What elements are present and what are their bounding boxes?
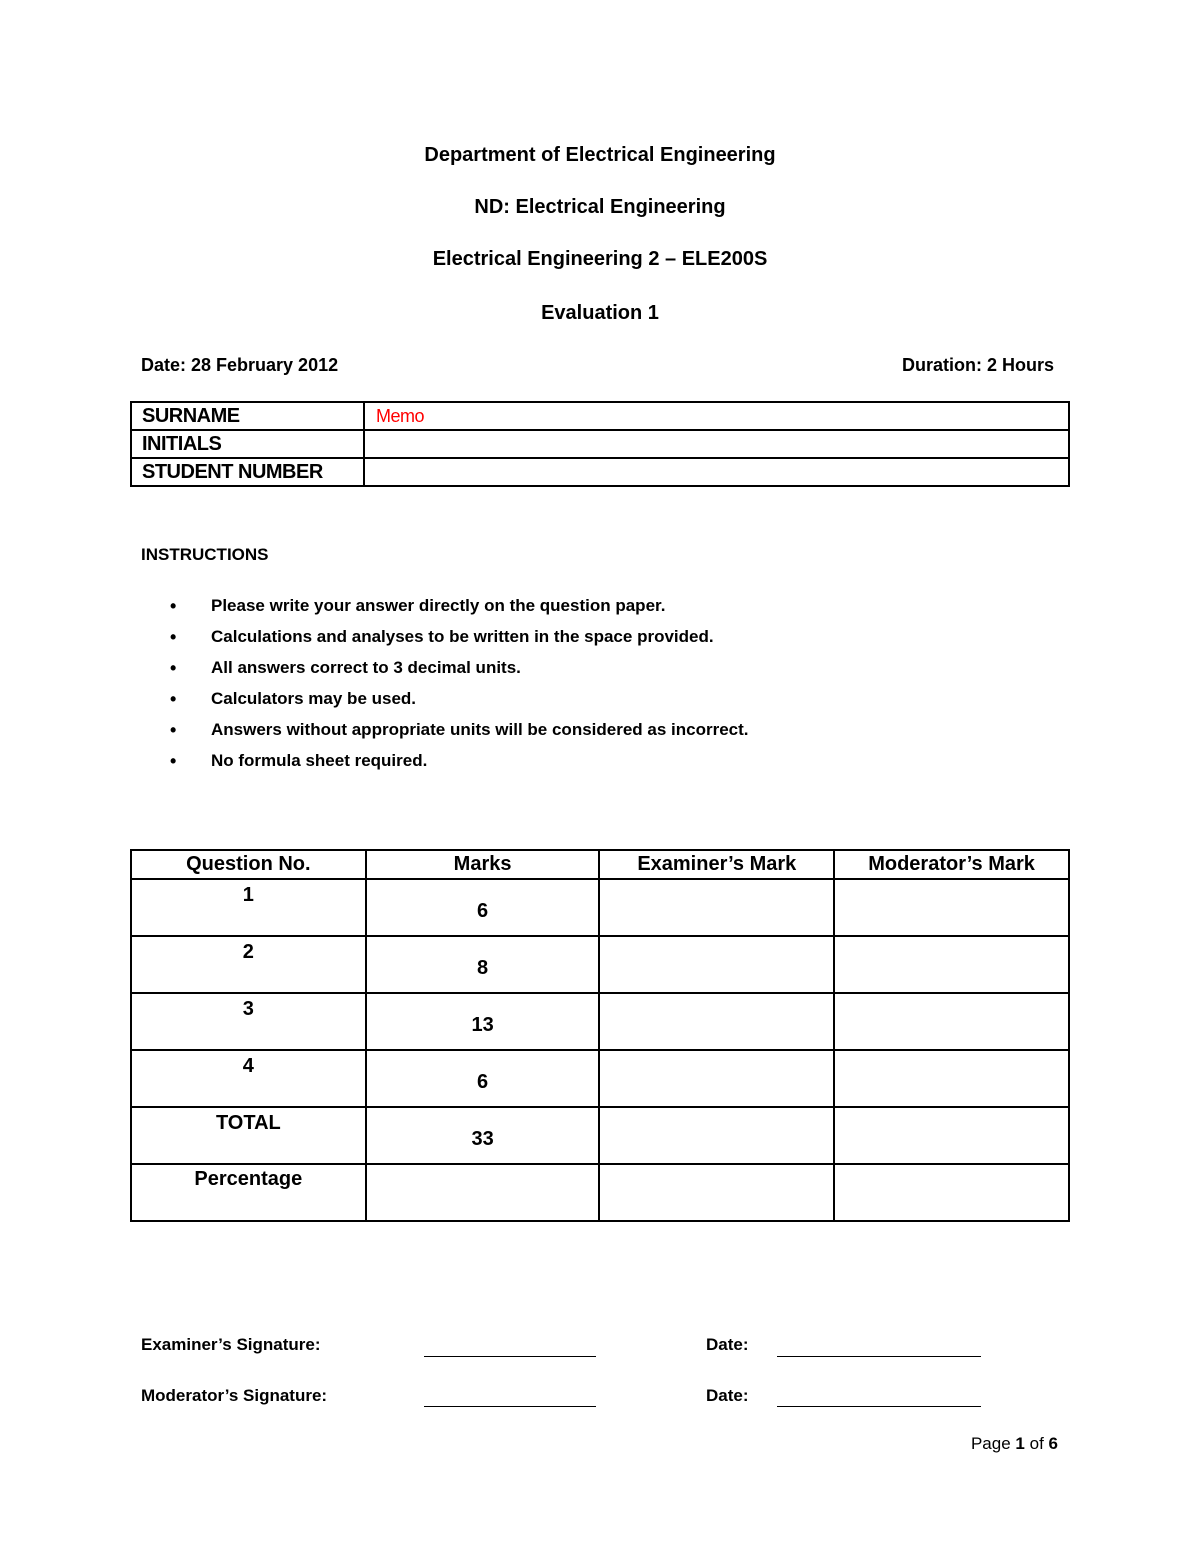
page-total: 6 [1048,1434,1058,1453]
bullet-icon: • [170,658,177,678]
examiner-date-label: Date: [706,1335,749,1354]
marks-cell [366,1050,600,1107]
instruction-text: Please write your answer directly on the question paper. [211,596,666,615]
marks-cell [366,1164,600,1221]
moderator-date-label: Date: [706,1386,749,1405]
examiner-date-line[interactable] [777,1356,981,1357]
examiner-mark-cell[interactable] [599,879,834,936]
student-info-row [131,458,1069,486]
marks-value: 6 [477,1071,489,1093]
moderator-mark-cell[interactable] [834,993,1069,1050]
bullet-icon: • [170,751,177,771]
surname-field[interactable] [364,402,1069,430]
table-row [131,1164,1069,1221]
question-cell [131,1050,366,1107]
list-item [170,654,749,685]
initials-label: INITIALS [131,430,364,458]
examiner-mark-cell[interactable] [599,993,834,1050]
student-number-label: STUDENT NUMBER [131,458,364,486]
examiner-mark-cell[interactable] [599,936,834,993]
marks-value: 13 [471,1014,494,1036]
header-moderators-mark: Moderator’s Mark [834,850,1069,879]
instruction-text: No formula sheet required. [211,751,428,770]
question-cell [131,936,366,993]
page-current: 1 [1015,1434,1025,1453]
examiner-mark-cell[interactable] [599,1107,834,1164]
table-row [131,1050,1069,1107]
examiner-mark-cell[interactable] [599,1164,834,1221]
moderator-mark-cell[interactable] [834,1107,1069,1164]
page-word: Page [970,1434,1011,1453]
question-cell [131,879,366,936]
marks-cell [366,936,600,993]
question-number: 2 [242,941,254,963]
total-label: TOTAL [215,1112,281,1134]
header-examiners-mark: Examiner’s Mark [599,850,834,879]
page-number [971,1434,1058,1454]
student-number-field[interactable] [364,458,1069,486]
instruction-text: Calculations and analyses to be written in the space provided. [211,627,714,646]
surname-value: Memo [376,405,425,426]
percentage-label: Percentage [194,1168,303,1190]
marks-value: 8 [477,957,489,979]
header-question-no: Question No. [131,850,366,879]
marks-table [130,849,1070,1222]
list-item [170,747,749,778]
page-of-word: of [1029,1434,1044,1453]
bullet-icon: • [170,689,177,709]
initials-field[interactable] [364,430,1069,458]
programme-title: ND: Electrical Engineering [474,196,726,218]
course-title: Electrical Engineering 2 – ELE200S [432,248,768,270]
student-info-table [130,401,1070,487]
table-row [131,993,1069,1050]
question-number: 4 [242,1055,254,1077]
department-title: Department of Electrical Engineering [424,144,776,166]
surname-label: SURNAME [131,402,364,430]
bullet-icon: • [170,720,177,740]
moderator-signature-label: Moderator’s Signature: [141,1386,328,1405]
table-row [131,879,1069,936]
percentage-cell [131,1164,366,1221]
bullet-icon: • [170,596,177,616]
instructions-list [170,592,749,778]
instructions-title: INSTRUCTIONS [141,545,269,564]
student-info-row [131,430,1069,458]
total-cell [131,1107,366,1164]
student-info-row [131,402,1069,430]
question-number: 1 [242,884,254,906]
instruction-text: Calculators may be used. [211,689,417,708]
moderator-mark-cell[interactable] [834,1050,1069,1107]
table-row [131,936,1069,993]
bullet-icon: • [170,627,177,647]
marks-cell [366,993,600,1050]
list-item [170,592,749,623]
examiner-signature-line[interactable] [424,1356,596,1357]
moderator-signature-line[interactable] [424,1406,596,1407]
list-item [170,716,749,747]
evaluation-title: Evaluation 1 [541,302,659,324]
exam-duration: Duration: 2 Hours [901,355,1054,375]
instruction-text: All answers correct to 3 decimal units. [211,658,521,677]
moderator-mark-cell[interactable] [834,879,1069,936]
exam-date: Date: 28 February 2012 [141,355,339,375]
examiner-signature-label: Examiner’s Signature: [141,1335,321,1354]
marks-cell [366,879,600,936]
list-item [170,623,749,654]
moderator-mark-cell[interactable] [834,936,1069,993]
header-marks: Marks [366,850,600,879]
total-marks-value: 33 [471,1128,494,1150]
marks-header-row [131,850,1069,879]
examiner-mark-cell[interactable] [599,1050,834,1107]
list-item [170,685,749,716]
question-number: 3 [242,998,254,1020]
moderator-mark-cell[interactable] [834,1164,1069,1221]
table-row [131,1107,1069,1164]
moderator-date-line[interactable] [777,1406,981,1407]
marks-cell [366,1107,600,1164]
question-cell [131,993,366,1050]
instruction-text: Answers without appropriate units will be considered as incorrect. [211,720,749,739]
marks-value: 6 [477,900,489,922]
